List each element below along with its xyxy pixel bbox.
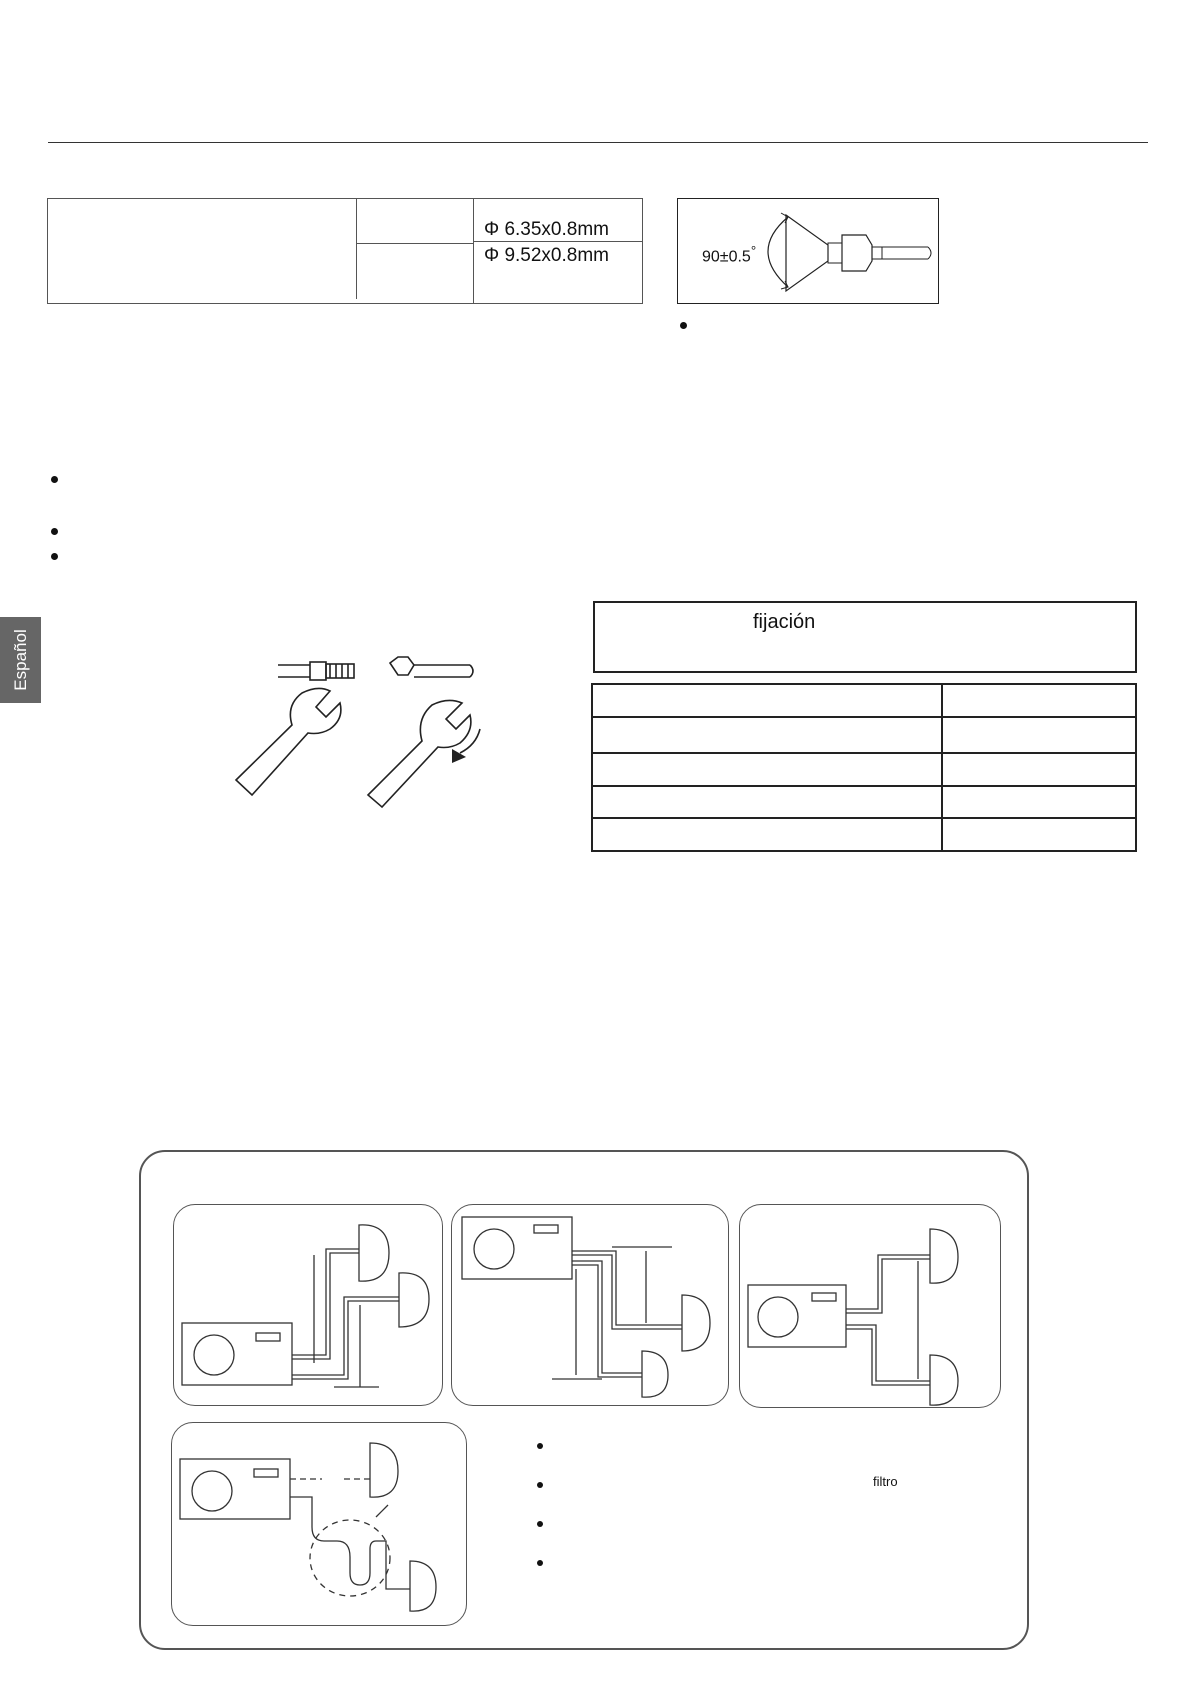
flare-angle-figure [677,198,939,304]
flare-angle-label: 90±0.5° [702,243,757,266]
example-panel-3 [739,1204,1001,1408]
wrench-tightening-figure [230,645,490,825]
gas-pipe-dimension: Φ 9.52x0.8mm [484,245,609,266]
bullet [51,528,58,535]
example-panel-1 [173,1204,443,1406]
tightening-torque-heading: fijación [593,601,1137,673]
bullet [680,322,687,329]
pipe-size-table [47,198,643,304]
example-panel-2 [451,1204,729,1406]
liquid-pipe-dimension: Φ 6.35x0.8mm [484,219,609,240]
bullet [537,1443,543,1449]
outdoor-between-indoor-icon [740,1205,1002,1409]
header-rule [48,142,1148,143]
bullet [537,1560,543,1566]
outdoor-indoor-piping-icon [174,1205,444,1407]
oil-trap-piping-icon [172,1423,468,1627]
torque-table [591,683,1137,852]
flare-nut-icon [678,199,940,305]
outdoor-above-indoor-icon [452,1205,730,1407]
bullet [51,476,58,483]
filter-note: filtro [873,1474,898,1489]
bullet [51,553,58,560]
bullet [537,1482,543,1488]
language-side-tab: Español [0,617,41,703]
bullet [537,1521,543,1527]
example-panel-4 [171,1422,467,1626]
installation-examples-panel [139,1150,1029,1650]
